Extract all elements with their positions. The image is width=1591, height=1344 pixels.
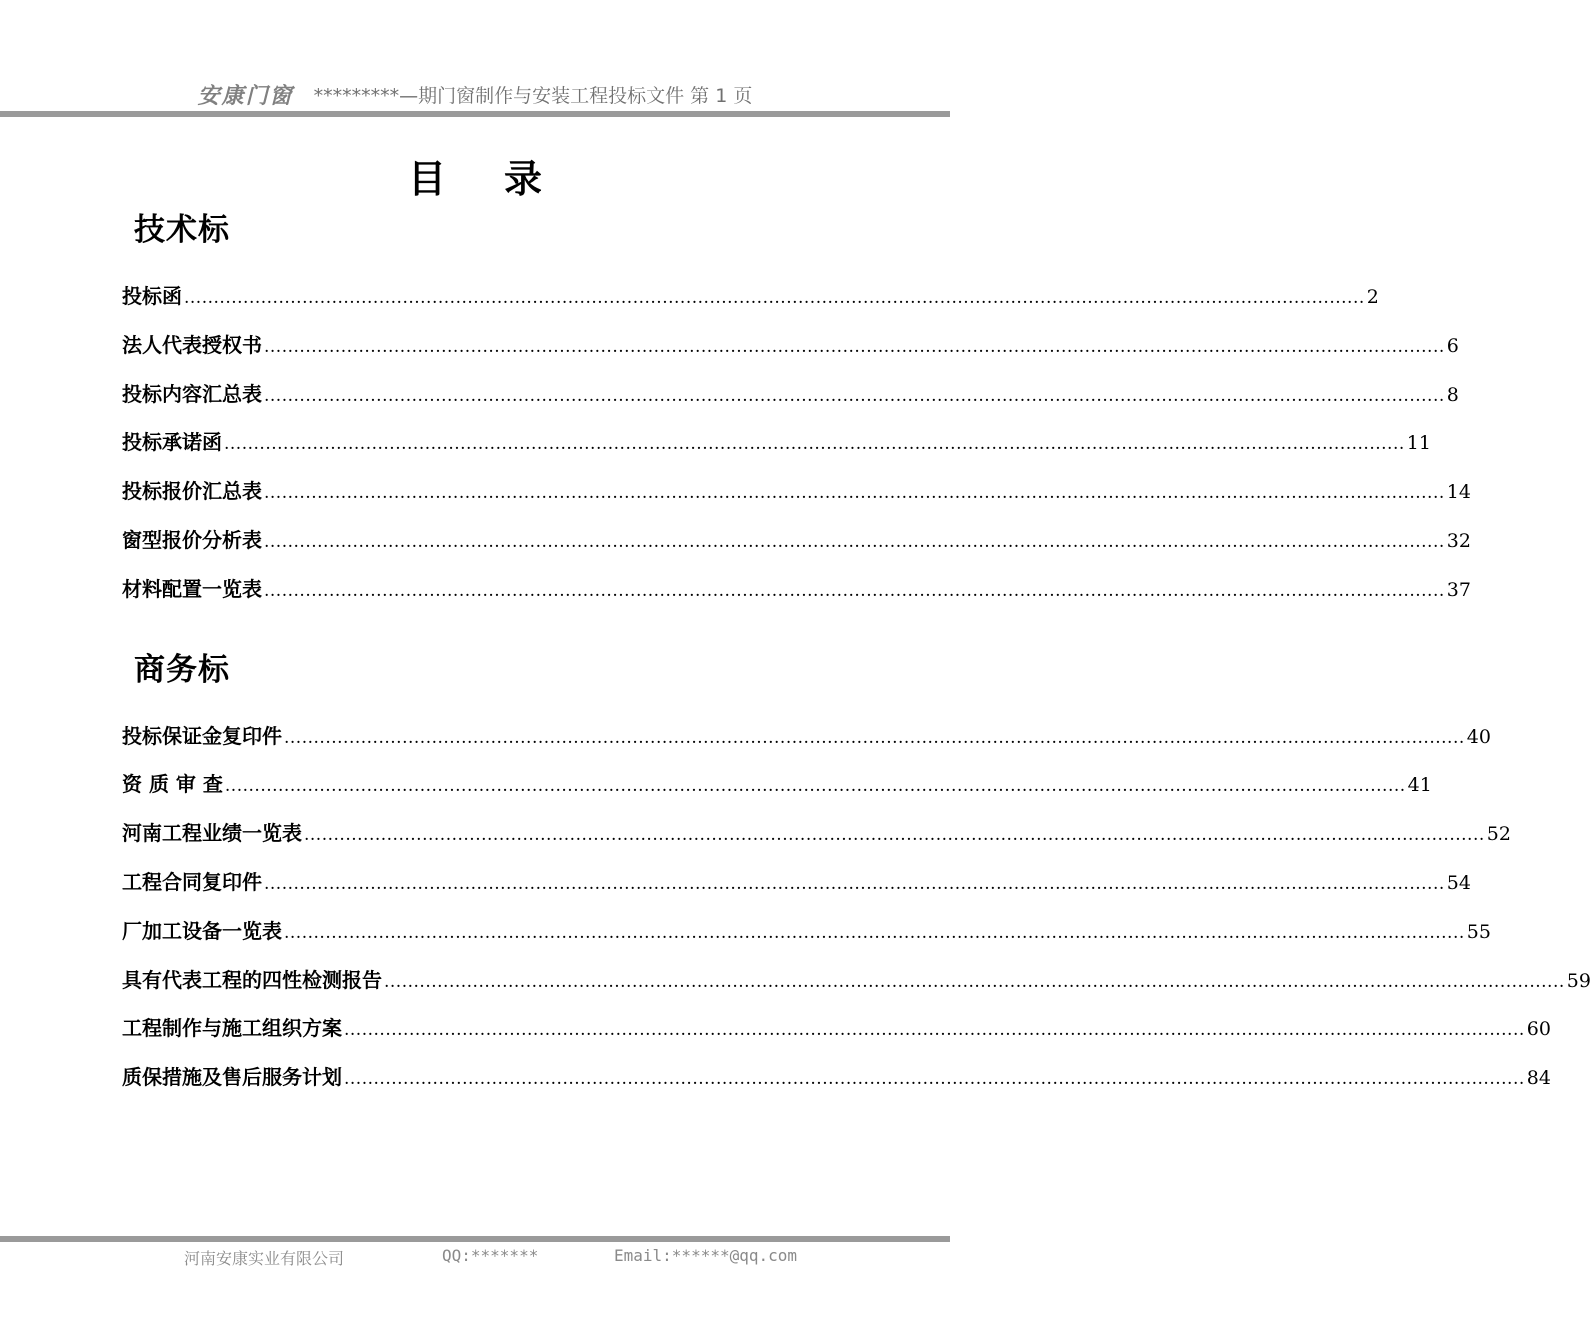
document-title: *********—期门窗制作与安装工程投标文件 第 1 页	[313, 84, 753, 107]
toc-entry-page: 55	[1466, 921, 1491, 943]
toc-entry-page: 2	[1366, 286, 1379, 308]
toc-entry-label: 窗型报价分析表	[122, 528, 262, 552]
toc-entry-label: 工程合同复印件	[122, 870, 262, 894]
toc-entry[interactable]	[122, 330, 1459, 360]
toc-entry[interactable]	[122, 379, 1459, 409]
toc-entry[interactable]	[122, 574, 1471, 604]
toc-entry-page: 59	[1566, 970, 1591, 992]
page-footer	[0, 1246, 950, 1274]
toc-entry-label: 投标报价汇总表	[122, 479, 262, 503]
toc-entry-page: 37	[1446, 579, 1471, 601]
toc-entry-label: 材料配置一览表	[122, 577, 262, 601]
toc-entry[interactable]	[122, 1013, 1551, 1043]
dot-leader: ........................................................................................................................................................................................................	[224, 776, 1406, 796]
toc-entry-label: 投标承诺函	[122, 430, 222, 454]
toc-entry-label: 厂加工设备一览表	[122, 919, 282, 943]
dot-leader: ........................................................................................................................................................................................................	[344, 1020, 1525, 1040]
toc-entry-label: 河南工程业绩一览表	[122, 821, 302, 845]
toc-entry-label: 投标内容汇总表	[122, 382, 262, 406]
toc-entry[interactable]	[122, 818, 1511, 848]
dot-leader: ........................................................................................................................................................................................................	[304, 825, 1485, 845]
dot-leader: ........................................................................................................................................................................................................	[264, 874, 1445, 894]
dot-leader: ........................................................................................................................................................................................................	[224, 434, 1405, 454]
toc-entry-label: 质保措施及售后服务计划	[122, 1065, 342, 1089]
dot-leader: ........................................................................................................................................................................................................	[344, 1069, 1525, 1089]
dot-leader: ........................................................................................................................................................................................................	[384, 972, 1565, 992]
toc-entry[interactable]	[122, 281, 1379, 311]
toc-entry[interactable]	[122, 476, 1471, 506]
toc-entry-page: 11	[1406, 432, 1431, 454]
toc-title: 目录	[407, 157, 600, 201]
dot-leader: ........................................................................................................................................................................................................	[284, 728, 1465, 748]
dot-leader: ........................................................................................................................................................................................................	[264, 532, 1445, 552]
brand-logo-text: 安康门窗	[197, 82, 294, 109]
toc-entry-page: 60	[1526, 1018, 1551, 1040]
dot-leader: ........................................................................................................................................................................................................	[264, 386, 1445, 406]
toc-entry[interactable]	[122, 769, 1432, 799]
toc-entry-page: 6	[1446, 335, 1459, 357]
section-heading-business: 商务标	[134, 652, 230, 688]
toc-entry-label: 法人代表授权书	[122, 333, 262, 357]
toc-entry[interactable]	[122, 965, 1591, 995]
toc-entry[interactable]	[122, 721, 1491, 751]
toc-entry-page: 52	[1486, 823, 1511, 845]
toc-entry-label: 投标函	[122, 284, 182, 308]
dot-leader: ........................................................................................................................................................................................................	[184, 288, 1365, 308]
toc-entry-label: 工程制作与施工组织方案	[122, 1016, 342, 1040]
toc-entry[interactable]	[122, 916, 1491, 946]
page-header	[0, 76, 950, 112]
toc-entry[interactable]	[122, 427, 1431, 457]
section-heading-technical: 技术标	[134, 212, 230, 248]
toc-entry-page: 41	[1407, 774, 1432, 796]
dot-leader: ........................................................................................................................................................................................................	[264, 581, 1445, 601]
toc-entry-label: 投标保证金复印件	[122, 724, 282, 748]
dot-leader: ........................................................................................................................................................................................................	[284, 923, 1465, 943]
toc-entry-label: 资 质 审 查	[122, 772, 223, 796]
footer-company: 河南安康实业有限公司	[184, 1249, 345, 1268]
dot-leader: ........................................................................................................................................................................................................	[264, 337, 1445, 357]
toc-entry[interactable]	[122, 525, 1471, 555]
toc-entry[interactable]	[122, 1062, 1551, 1092]
header-rule	[0, 111, 950, 117]
footer-qq: QQ:*******	[442, 1246, 539, 1265]
toc-entry-page: 84	[1526, 1067, 1551, 1089]
toc-entry-page: 40	[1466, 726, 1491, 748]
toc-entry-page: 14	[1446, 481, 1471, 503]
footer-rule	[0, 1236, 950, 1242]
toc-entry-page: 32	[1446, 530, 1471, 552]
toc-entry-label: 具有代表工程的四性检测报告	[122, 968, 382, 992]
toc-entry[interactable]	[122, 867, 1471, 897]
footer-email: Email:******@qq.com	[614, 1246, 798, 1265]
toc-entry-page: 8	[1446, 384, 1459, 406]
toc-entry-page: 54	[1446, 872, 1471, 894]
dot-leader: ........................................................................................................................................................................................................	[264, 483, 1445, 503]
